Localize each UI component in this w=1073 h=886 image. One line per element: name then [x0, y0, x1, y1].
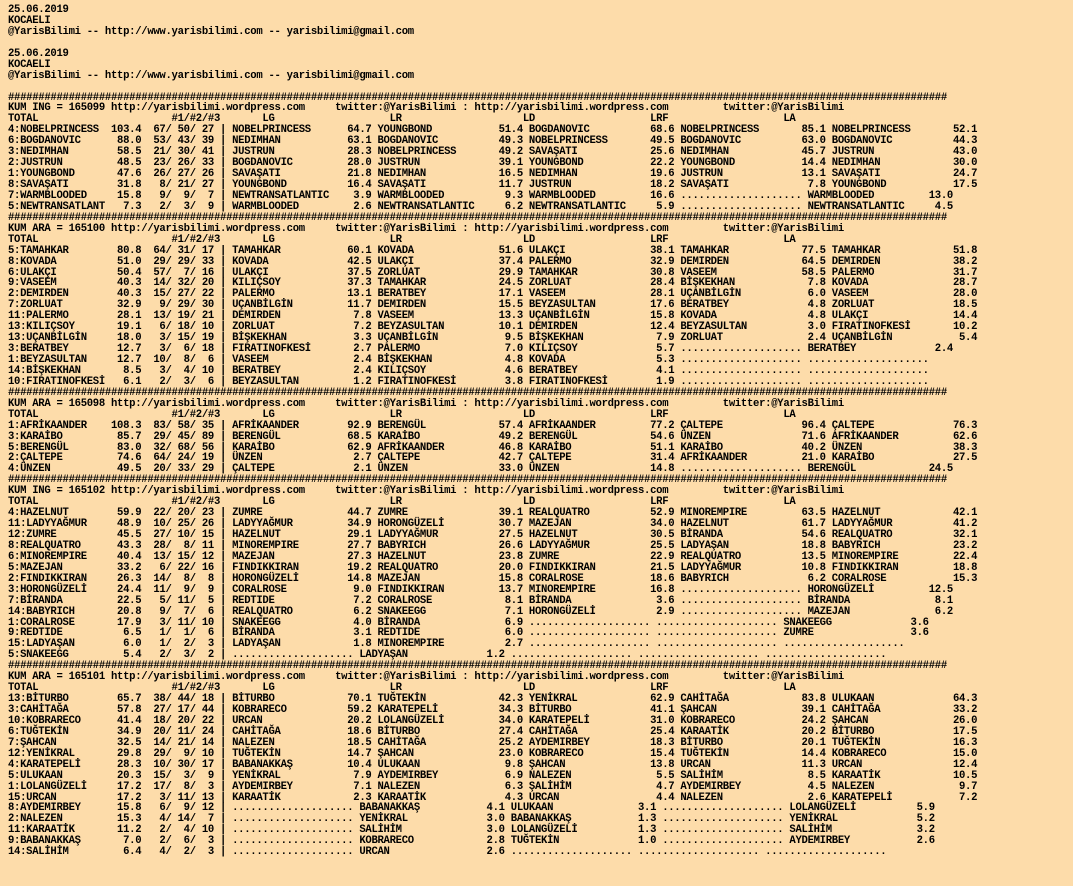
column-header: TOTAL #1/#2/#3 LG LR LD LRF LA: [8, 113, 796, 126]
header-date: 25.06.2019: [8, 47, 69, 60]
table-row: 14:BİŞKEKHAN 8.5 3/ 4/ 10 | BERATBEY 2.4 KILIÇSOY 4.6 BERATBEY 4.1 .................... ....................: [8, 364, 929, 377]
table-row: 11:KARAATİK 11.2 2/ 4/ 10 | .................... SALİHİM 3.0 LOLANGÜZELİ 1.3 .................... SALİHİM 3.2: [8, 824, 935, 837]
table-row: 3:CAHİTAĞA 57.8 27/ 17/ 44 | KOBRARECO 59.2 KARATEPELİ 34.3 BİTURBO 41.1 ŞAHCAN 39.1 CAHİTAĞA 33.2: [8, 704, 978, 716]
table-row: 5:TAMAHKAR 80.8 64/ 31/ 17 | TAMAHKAR 60.1 KOVADA 51.6 ULAKÇI 38.1 TAMAHKAR 77.5 TAMAHKAR 51.8: [8, 244, 978, 257]
separator-line: ###########################################################################################################################################################: [8, 211, 947, 224]
table-row: 8:REALQUATRO 43.3 28/ 8/ 11 | MINOREMPIRE 27.7 BABYRICH 26.6 LADYYAĞMUR 25.5 LADYAŞAN 18.8 BABYRICH 23.2: [8, 539, 978, 552]
table-row: 2:DEMIRDEN 40.3 15/ 27/ 22 | PALERMO 13.1 BERATBEY 17.1 VASEEM 28.1 UÇANBİLGİN 6.0 VASEEM 28.0: [8, 288, 978, 301]
table-row: 7:BİRANDA 22.5 5/ 11/ 5 | REDTIDE 7.2 CORALROSE 8.1 BİRANDA 3.6 .................... BİRANDA 8.1: [8, 594, 953, 607]
header-contact: @YarisBilimi -- http://www.yarisbilimi.com -- yarisbilimi@gmail.com: [8, 25, 414, 38]
table-row: 7:WARMBLOODED 15.8 9/ 9/ 7 | NEWTRANSATLANTIC 3.9 WARMBLOODED 9.3 WARMBLOODED 16.6 .................... WARMBLOODED 13.0: [8, 189, 953, 202]
header-contact: @YarisBilimi -- http://www.yarisbilimi.com -- yarisbilimi@gmail.com: [8, 69, 414, 82]
header-city: KOCAELI: [8, 58, 51, 71]
table-row: 6:ULAKÇI 50.4 57/ 7/ 16 | ULAKÇI 37.5 ZORLUAT 29.9 TAMAHKAR 30.8 VASEEM 58.5 PALERMO 31.7: [8, 266, 978, 279]
table-row: 1:BEYZASULTAN 12.7 10/ 8/ 6 | VASEEM 2.4 BİŞKEKHAN 4.8 KOVADA 5.3 .................... ....................: [8, 354, 929, 366]
column-header: TOTAL #1/#2/#3 LG LR LD LRF LA: [8, 408, 796, 421]
table-row: 6:BOGDANOVIC 88.0 53/ 43/ 39 | NEDIMHAN 63.1 BOGDANOVIC 49.3 NOBELPRINCESS 49.5 BOGDANOVIC 63.0 BOGDANOVIC 44.3: [8, 135, 978, 148]
table-row: 6:TUĞTEKİN 34.9 20/ 11/ 24 | CAHİTAĞA 18.6 BİTURBO 27.4 CAHİTAĞA 25.4 KARAATİK 20.2 BİTURBO 17.5: [8, 725, 978, 738]
table-row: 7:ŞAHCAN 32.5 14/ 21/ 14 | NALEZEN 18.5 CAHİTAĞA 25.2 AYDEMIRBEY 18.3 BİTURBO 20.1 TUĞTEKİN 16.3: [8, 736, 978, 749]
table-row: 4:ÜNZEN 49.5 20/ 33/ 29 | ÇALTEPE 2.1 ÜNZEN 33.0 ÜNZEN 14.8 .................... BERENGÜL 24.5: [8, 463, 953, 476]
table-row: 2:JUSTRUN 48.5 23/ 26/ 33 | BOGDANOVIC 28.0 JUSTRUN 39.1 YOUNGBOND 22.2 YOUNGBOND 14.4 NEDIMHAN 30.0: [8, 157, 978, 170]
section-title: KUM ARA = 165101 http://yarisbilimi.wordpress.com twitter:@YarisBilimi : http://yarisbilimi.wordpress.com twitter:@YarisBilimi: [8, 671, 844, 684]
table-row: 8:KOVADA 51.0 29/ 29/ 33 | KOVADA 42.5 ULAKÇI 37.4 PALERMO 32.9 DEMIRDEN 64.5 DEMIRDEN 38.2: [8, 255, 978, 268]
column-header: TOTAL #1/#2/#3 LG LR LD LRF LA: [8, 682, 796, 695]
table-row: 5:NEWTRANSATLANT 7.3 2/ 3/ 9 | WARMBLOODED 2.6 NEWTRANSATLANTIC 6.2 NEWTRANSATLANTIC 5.9 .................... NEWTRANSATLANTIC 4.5: [8, 200, 953, 213]
table-row: 2:ÇALTEPE 74.6 64/ 24/ 19 | ÜNZEN 2.7 ÇALTEPE 42.7 ÇALTEPE 31.4 AFRİKAANDER 21.0 KARAİBO 27.5: [8, 452, 978, 465]
separator-line: ###########################################################################################################################################################: [8, 386, 947, 399]
blank-line: [8, 82, 1073, 93]
table-row: 13:UÇANBİLGİN 18.0 3/ 15/ 19 | BİŞKEKHAN 3.3 UÇANBİLGİN 9.5 BİŞKEKHAN 7.9 ZORLUAT 2.4 UÇANBİLGİN 5.4: [8, 332, 978, 345]
table-row: 8:SAVAŞATI 31.8 8/ 21/ 27 | YOUNGBOND 16.4 SAVAŞATI 11.7 JUSTRUN 18.2 SAVAŞATI 7.8 YOUNGBOND 17.5: [8, 179, 978, 191]
table-row: 6:MINOREMPIRE 40.4 13/ 15/ 12 | MAZEJAN 27.3 HAZELNUT 23.8 ZUMRE 22.9 REALQUATRO 13.5 MINOREMPIRE 22.4: [8, 550, 978, 563]
table-row: 8:AYDEMIRBEY 15.8 6/ 9/ 12 | .................... BABANAKKAŞ 4.1 ULUKAAN 3.1 .................... LOLANGÜZELİ 5.9: [8, 802, 935, 815]
blank-line: [8, 38, 1073, 49]
table-row: 1:AFRİKAANDER 108.3 83/ 58/ 35 | AFRİKAANDER 92.9 BERENGÜL 57.4 AFRİKAANDER 77.2 ÇALTEPE 96.4 ÇALTEPE 76.3: [8, 419, 978, 432]
table-row: 1:LOLANGÜZELİ 17.2 17/ 8/ 3 | AYDEMIRBEY 7.1 NALEZEN 6.3 ŞALİHİM 4.7 AYDEMIRBEY 4.5 NALEZEN 9.7: [8, 780, 978, 793]
table-row: 15:URCAN 17.2 3/ 11/ 13 | KARAATİK 2.3 KARAATİK 4.3 URCAN 4.4 NALEZEN 2.6 KARATEPELİ 7.2: [8, 791, 978, 804]
section-title: KUM ARA = 165098 http://yarisbilimi.wordpress.com twitter:@YarisBilimi : http://yarisbilimi.wordpress.com twitter:@YarisBilimi: [8, 397, 844, 410]
table-row: 3:BERATBEY 12.7 3/ 6/ 18 | FIRATINOFKESİ 2.7 PALERMO 7.0 KILIÇSOY 5.7 .................... BERATBEY 2.4: [8, 343, 953, 356]
table-row: 2:FINDIKKIRAN 26.3 14/ 8/ 8 | HORONGÜZELİ 14.8 MAZEJAN 15.8 CORALROSE 18.6 BABYRICH 6.2 CORALROSE 15.3: [8, 572, 978, 585]
table-row: 7:ZORLUAT 32.9 9/ 29/ 30 | UÇANBİLGİN 11.7 DEMIRDEN 15.5 BEYZASULTAN 17.6 BERATBEY 4.8 ZORLUAT 18.5: [8, 299, 978, 312]
table-row: 13:BİTURBO 65.7 38/ 44/ 18 | BİTURBO 70.1 TUĞTEKİN 42.3 YENİKRAL 62.9 CAHİTAĞA 83.8 ULUKAAN 64.3: [8, 693, 978, 706]
header-date: 25.06.2019: [8, 4, 69, 16]
table-row: 4:NOBELPRINCESS 103.4 67/ 50/ 27 | NOBELPRINCESS 64.7 YOUNGBOND 51.4 BOGDANOVIC 68.6 NOBELPRINCESS 85.1 NOBELPRINCESS 52.1: [8, 124, 978, 137]
table-row: 4:KARATEPELİ 28.3 10/ 30/ 17 | BABANAKKAŞ 10.4 ULUKAAN 9.8 ŞAHCAN 13.8 URCAN 11.3 URCAN 12.4: [8, 758, 978, 771]
table-row: 15:LADYAŞAN 6.0 1/ 2/ 3 | LADYAŞAN 1.8 MINOREMPIRE 2.7 .................... .................... ....................: [8, 638, 905, 651]
table-row: 10:KOBRARECO 41.4 18/ 20/ 22 | URCAN 20.2 LOLANGÜZELİ 34.0 KARATEPELİ 31.0 KOBRARECO 24.2 ŞAHCAN 26.0: [8, 714, 978, 727]
header-city: KOCAELI: [8, 14, 51, 27]
section-title: KUM ARA = 165100 http://yarisbilimi.wordpress.com twitter:@YarisBilimi : http://yarisbilimi.wordpress.com twitter:@YarisBilimi: [8, 222, 844, 235]
table-row: 11:LADYYAĞMUR 48.9 10/ 25/ 26 | LADYYAĞMUR 34.9 HORONGÜZELİ 30.7 MAZEJAN 34.0 HAZELNUT 61.7 LADYYAĞMUR 41.2: [8, 518, 978, 531]
column-header: TOTAL #1/#2/#3 LG LR LD LRF LA: [8, 233, 796, 246]
table-row: 1:CORALROSE 17.9 3/ 11/ 10 | SNAKEEGG 4.0 BİRANDA 6.9 .................... .................... SNAKEEGG 3.6: [8, 616, 929, 629]
table-row: 5:ULUKAAN 20.3 15/ 3/ 9 | YENİKRAL 7.9 AYDEMIRBEY 6.9 NALEZEN 5.5 SALİHİM 8.5 KARAATİK 10.5: [8, 769, 978, 782]
section-title: KUM ING = 165102 http://yarisbilimi.wordpress.com twitter:@YarisBilimi : http://yarisbilimi.wordpress.com twitter:@YarisBilimi: [8, 485, 844, 498]
separator-line: ###########################################################################################################################################################: [8, 91, 947, 104]
table-row: 11:PALERMO 28.1 13/ 19/ 21 | DEMIRDEN 7.8 VASEEM 13.3 UÇANBİLGİN 15.8 KOVADA 4.8 ULAKÇI 14.4: [8, 310, 978, 323]
table-row: 1:YOUNGBOND 47.6 26/ 27/ 26 | SAVAŞATI 21.8 NEDIMHAN 16.5 NEDIMHAN 19.6 JUSTRUN 13.1 SAVAŞATI 24.7: [8, 168, 978, 181]
table-row: 12:ZUMRE 45.5 27/ 10/ 15 | HAZELNUT 29.1 LADYYAĞMUR 27.5 HAZELNUT 30.5 BİRANDA 54.6 REALQUATRO 32.1: [8, 529, 978, 541]
table-row: 5:BERENGÜL 83.0 32/ 68/ 56 | KARAİBO 62.9 AFRİKAANDER 46.8 KARAİBO 51.1 KARAİBO 40.2 ÜNZEN 38.3: [8, 441, 978, 454]
column-header: TOTAL #1/#2/#3 LG LR LD LRF LA: [8, 496, 796, 509]
table-row: 2:NALEZEN 15.3 4/ 14/ 7 | .................... YENİKRAL 3.0 BABANAKKAŞ 1.3 .................... YENİKRAL 5.2: [8, 813, 935, 826]
table-row: 14:SALİHİM 6.4 4/ 2/ 3 | .................... URCAN 2.6 .................... .................... ....................: [8, 846, 887, 859]
table-row: 5:MAZEJAN 33.2 6/ 22/ 16 | FINDIKKIRAN 19.2 REALQUATRO 20.0 FINDIKKIRAN 21.5 LADYYAĞMUR 10.8 FINDIKKIRAN 18.8: [8, 561, 978, 574]
table-row: 3:KARAİBO 85.7 29/ 45/ 89 | BERENGÜL 68.5 KARAİBO 49.2 BERENGÜL 54.6 ÜNZEN 71.6 AFRİKAANDER 62.6: [8, 430, 978, 443]
separator-line: ###########################################################################################################################################################: [8, 474, 947, 487]
table-row: 13:KILIÇSOY 19.1 6/ 18/ 10 | ZORLUAT 7.2 BEYZASULTAN 10.1 DEMIRDEN 12.4 BEYZASULTAN 3.0 FIRATINOFKESİ 10.2: [8, 321, 978, 334]
table-row: 9:BABANAKKAŞ 7.0 2/ 6/ 3 | .................... KOBRARECO 2.8 TUĞTEKİN 1.0 .................... AYDEMIRBEY 2.6: [8, 835, 935, 848]
table-row: 10:FIRATINOFKESİ 6.1 2/ 3/ 6 | BEYZASULTAN 1.2 FIRATINOFKESİ 3.8 FIRATINOFKESİ 1.9 .................... ....................: [8, 375, 929, 388]
table-row: 5:SNAKEEGG 5.4 2/ 3/ 2 | .................... LADYAŞAN 1.2 .................... .................... ....................: [8, 649, 887, 662]
table-row: 9:VASEEM 40.3 14/ 32/ 20 | KILIÇSOY 37.3 TAMAHKAR 24.5 ZORLUAT 28.4 BİŞKEKHAN 7.8 KOVADA 28.7: [8, 277, 978, 290]
table-row: 14:BABYRICH 20.8 9/ 7/ 6 | REALQUATRO 6.2 SNAKEEGG 7.1 HORONGÜZELİ 2.9 .................... MAZEJAN 6.2: [8, 605, 953, 618]
table-row: 3:NEDIMHAN 58.5 21/ 30/ 41 | JUSTRUN 28.3 NOBELPRINCESS 49.2 SAVAŞATI 25.6 NEDIMHAN 45.7 JUSTRUN 43.0: [8, 146, 978, 159]
table-row: 9:REDTIDE 6.5 1/ 1/ 6 | BİRANDA 3.1 REDTIDE 6.0 .................... .................... ZUMRE 3.6: [8, 627, 929, 640]
separator-line: ###########################################################################################################################################################: [8, 660, 947, 673]
table-row: 4:HAZELNUT 59.9 22/ 20/ 23 | ZUMRE 44.7 ZUMRE 39.1 REALQUATRO 52.9 MINOREMPIRE 63.5 HAZELNUT 42.1: [8, 507, 978, 520]
table-row: 3:HORONGÜZELİ 24.4 11/ 9/ 9 | CORALROSE 9.0 FINDIKKIRAN 13.7 MINOREMPIRE 16.8 .................... HORONGÜZELİ 12.5: [8, 583, 953, 596]
section-title: KUM ING = 165099 http://yarisbilimi.wordpress.com twitter:@YarisBilimi : http://yarisbilimi.wordpress.com twitter:@YarisBilimi: [8, 102, 844, 115]
table-row: 12:YENİKRAL 29.8 29/ 9/ 10 | TUĞTEKİN 14.7 ŞAHCAN 23.0 KOBRARECO 15.4 TUĞTEKİN 14.4 KOBRARECO 15.0: [8, 747, 978, 760]
